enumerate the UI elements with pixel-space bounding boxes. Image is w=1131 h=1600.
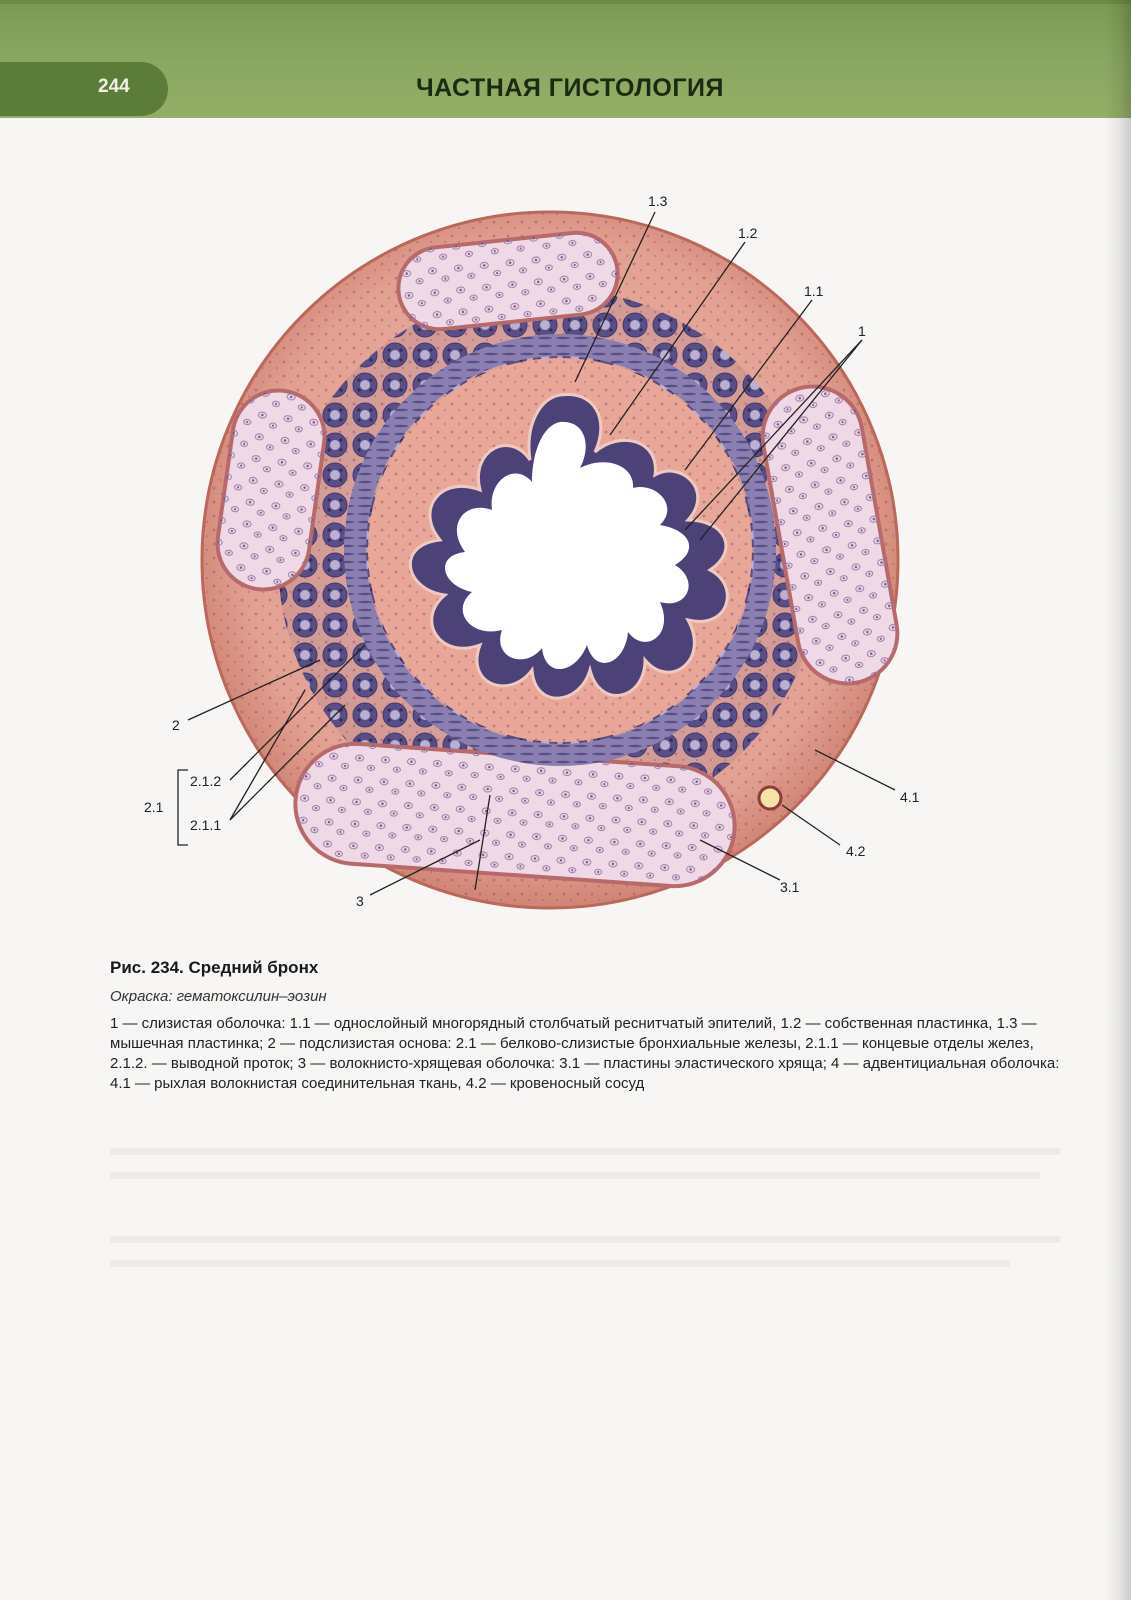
page-edge-shadow [1105,0,1131,1600]
label-2-1-1: 2.1.1 [190,817,222,833]
label-3-1: 3.1 [780,879,800,895]
label-4-1: 4.1 [900,789,920,805]
label-1-1: 1.1 [804,283,824,299]
show-through-text [110,1236,1060,1243]
label-3: 3 [356,893,364,909]
show-through-text [110,1260,1010,1267]
label-1-3: 1.3 [648,193,668,209]
show-through-text [110,1148,1060,1155]
blood-vessel [759,787,781,809]
page-number: 244 [98,76,130,97]
bronchus-illustration [140,190,960,930]
figure-caption-title: Рис. 234. Средний бронх [110,958,319,977]
page-number-tab [0,62,168,116]
show-through-text [110,1172,1040,1179]
label-1-2: 1.2 [738,225,758,241]
label-2-1-2: 2.1.2 [190,773,222,789]
running-head: ЧАСТНАЯ ГИСТОЛОГИЯ [416,74,724,102]
figure-caption-body: 1 — слизистая оболочка: 1.1 — однослойный многорядный столбчатый реснитчатый эпителий, 1.2 — собственная пластинка, 1.3 — мышечная пластинка; 2 — подслизистая основа: 2.1 — белково-слизистые бронхиальные железы, 2.1.1 — концевые отделы желез, 2.1.2. — выводной проток; 3 — волокнисто-хрящевая оболочка: 3.1 — пластины эластического хряща; 4 — адвентициальная оболочка: 4.1 — рыхлая волокнистая соединительная ткань, 4.2 — кровеносный сосуд [110,1015,1060,1092]
label-2: 2 [172,717,180,733]
figure-caption-stain: Окраска: гематоксилин–эозин [110,988,327,1005]
label-4-2: 4.2 [846,843,866,859]
label-1: 1 [858,323,866,339]
label-2-1: 2.1 [144,799,164,815]
